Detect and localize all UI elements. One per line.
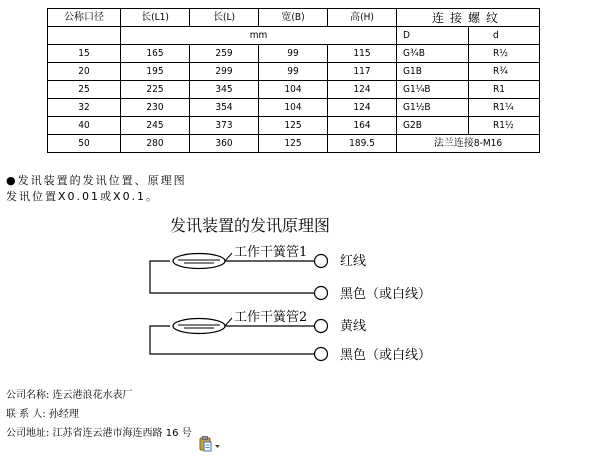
cell-b: 104 bbox=[259, 81, 328, 99]
cell-bore: 20 bbox=[48, 63, 121, 81]
cell-l1: 165 bbox=[121, 45, 190, 63]
table-header-row bbox=[48, 9, 540, 27]
company-name: 公司名称: 连云港浪花水表厂 bbox=[6, 390, 133, 401]
reed-switch-1 bbox=[150, 245, 431, 302]
switch-2-wire-a: 黄线 bbox=[340, 319, 367, 334]
terminal-icon bbox=[315, 287, 328, 300]
terminal-icon bbox=[315, 348, 328, 361]
switch-1-leader bbox=[225, 253, 232, 261]
cell-thread-dd: R1½ bbox=[469, 117, 540, 135]
cell-b: 125 bbox=[259, 117, 328, 135]
table-row bbox=[48, 117, 540, 135]
header-bore: 公称口径 bbox=[48, 9, 121, 27]
switch-2-leader bbox=[225, 318, 232, 326]
reed-switch-1-glass-icon bbox=[173, 254, 225, 269]
header-connection: 连接螺纹 bbox=[397, 9, 540, 27]
cell-bore: 32 bbox=[48, 99, 121, 117]
switch-1-label: 工作干簧管1 bbox=[234, 245, 308, 260]
cell-l: 345 bbox=[190, 81, 259, 99]
chevron-down-icon[interactable] bbox=[215, 445, 220, 448]
cell-thread-dd: R1¼ bbox=[469, 99, 540, 117]
header-width: 宽(B) bbox=[259, 9, 328, 27]
signal-principle-diagram bbox=[140, 212, 460, 372]
cell-thread-d: G1¼B bbox=[397, 81, 469, 99]
cell-b: 99 bbox=[259, 63, 328, 81]
switch-1-wire-a: 红线 bbox=[340, 254, 367, 269]
cell-h: 164 bbox=[328, 117, 397, 135]
cell-thread-d: G¾B bbox=[397, 45, 469, 63]
table-unit-row bbox=[48, 27, 540, 45]
cell-thread-d: G1½B bbox=[397, 99, 469, 117]
terminal-icon bbox=[315, 255, 328, 268]
sub-header-d-upper: D bbox=[397, 27, 469, 45]
table-row bbox=[48, 63, 540, 81]
cell-b: 99 bbox=[259, 45, 328, 63]
cell-l1: 245 bbox=[121, 117, 190, 135]
reed-switch-2 bbox=[150, 310, 431, 363]
cell-h: 124 bbox=[328, 81, 397, 99]
switch-2-wire-b: 黑色（或白线） bbox=[340, 348, 432, 363]
header-length-l: 长(L) bbox=[190, 9, 259, 27]
cell-l1: 280 bbox=[121, 135, 190, 153]
diagram-title: 发讯装置的发讯原理图 bbox=[170, 216, 331, 235]
cell-thread-dd: R¾ bbox=[469, 63, 540, 81]
section-heading bbox=[6, 172, 187, 188]
switch-2-wire-b-line bbox=[150, 326, 314, 354]
cell-thread-d: G2B bbox=[397, 117, 469, 135]
cell-l: 373 bbox=[190, 117, 259, 135]
switch-2-label: 工作干簧管2 bbox=[234, 310, 308, 325]
table-row bbox=[48, 99, 540, 117]
cell-h: 124 bbox=[328, 99, 397, 117]
cell-bore: 50 bbox=[48, 135, 121, 153]
cell-l: 354 bbox=[190, 99, 259, 117]
terminal-icon bbox=[315, 320, 328, 333]
header-height: 高(H) bbox=[328, 9, 397, 27]
header-length-l1: 长(L1) bbox=[121, 9, 190, 27]
cell-flange-connection: 法兰连接8-M16 bbox=[397, 135, 540, 153]
cell-thread-dd: R1 bbox=[469, 81, 540, 99]
cell-l1: 230 bbox=[121, 99, 190, 117]
position-text: 发讯位置X0.01或X0.1。 bbox=[6, 190, 160, 203]
cell-h: 189.5 bbox=[328, 135, 397, 153]
switch-1-wire-b-line bbox=[150, 261, 314, 293]
company-address: 公司地址: 江苏省连云港市海连西路 16 号 bbox=[6, 428, 192, 439]
section-heading-text: 发讯装置的发讯位置、原理图 bbox=[17, 174, 187, 187]
spec-table bbox=[47, 8, 540, 153]
table-row bbox=[48, 45, 540, 63]
bullet-dot-icon: ● bbox=[6, 174, 18, 187]
unit-cell: mm bbox=[121, 27, 397, 45]
company-contact: 联 系 人: 孙经理 bbox=[6, 409, 79, 420]
switch-1-wire-b: 黑色（或白线） bbox=[340, 287, 432, 302]
cell-h: 115 bbox=[328, 45, 397, 63]
table-row bbox=[48, 135, 540, 153]
cell-l1: 225 bbox=[121, 81, 190, 99]
cell-thread-d: G1B bbox=[397, 63, 469, 81]
reed-switch-2-glass-icon bbox=[173, 319, 225, 334]
cell-l: 360 bbox=[190, 135, 259, 153]
cell-bore: 25 bbox=[48, 81, 121, 99]
cell-b: 104 bbox=[259, 99, 328, 117]
cell-h: 117 bbox=[328, 63, 397, 81]
sub-header-d-lower: d bbox=[469, 27, 540, 45]
cell-bore: 40 bbox=[48, 117, 121, 135]
table-row bbox=[48, 81, 540, 99]
cell-thread-dd: R½ bbox=[469, 45, 540, 63]
paste-options-icon[interactable] bbox=[199, 436, 221, 452]
cell-l1: 195 bbox=[121, 63, 190, 81]
cell-b: 125 bbox=[259, 135, 328, 153]
cell-bore: 15 bbox=[48, 45, 121, 63]
cell-l: 299 bbox=[190, 63, 259, 81]
empty-cell bbox=[48, 27, 121, 45]
cell-l: 259 bbox=[190, 45, 259, 63]
